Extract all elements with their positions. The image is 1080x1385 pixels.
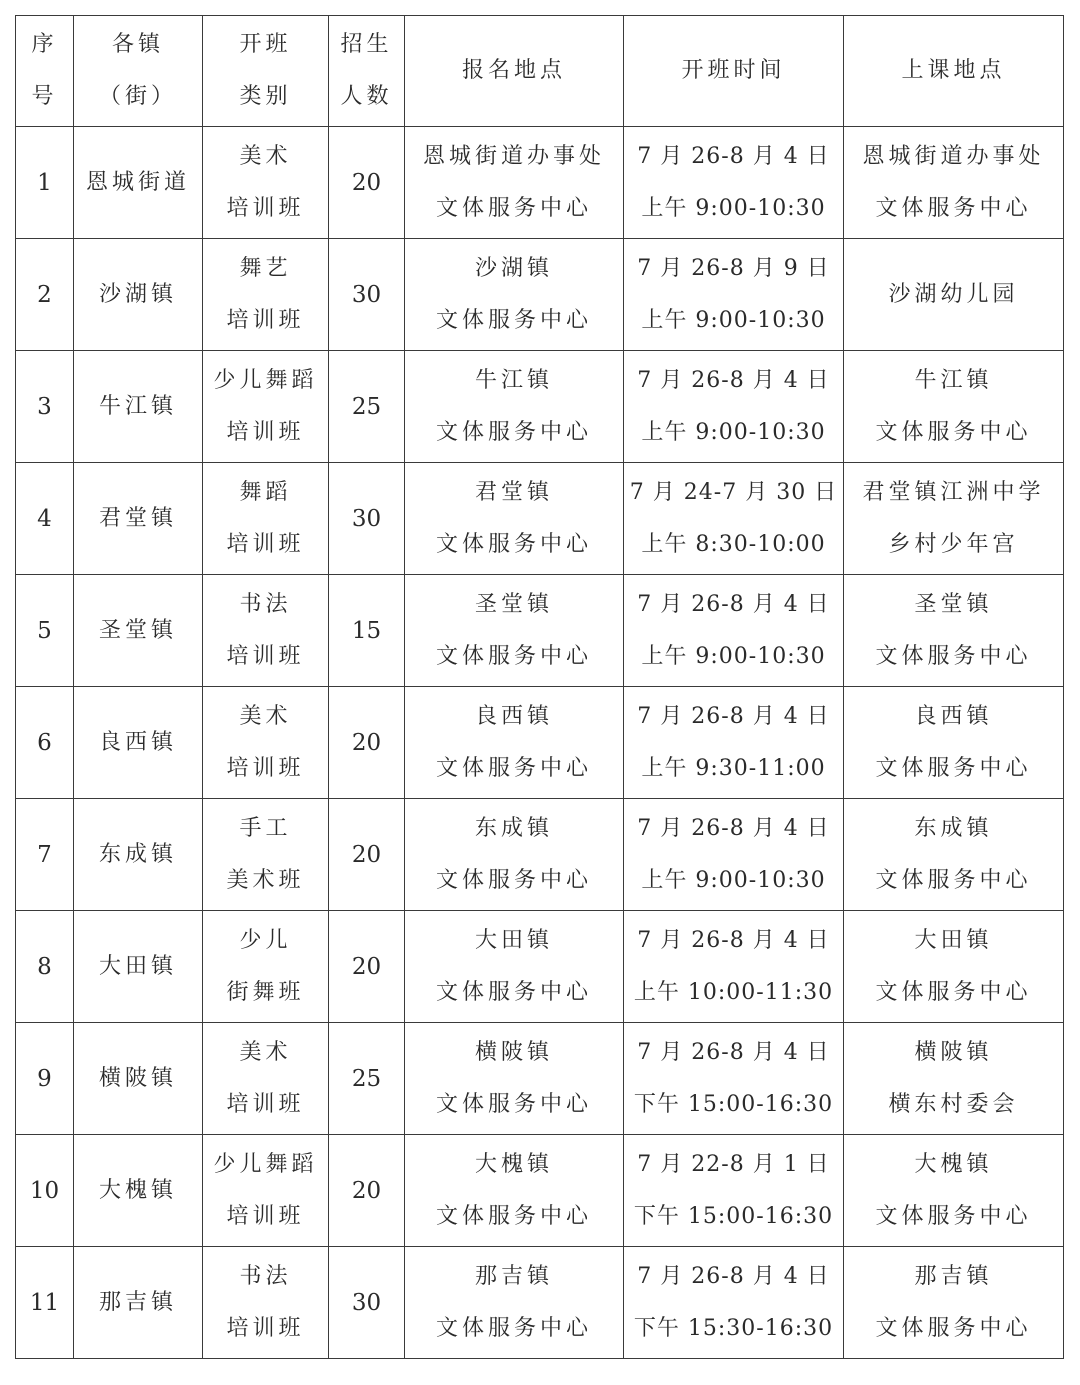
cell-line: 培训班 [226,195,305,221]
cell-line: 上午 8:30-10:00 [641,531,826,557]
cell-class-time [624,687,844,799]
cell-line: 沙湖幼儿园 [888,281,1019,307]
cell-line: 培训班 [226,419,305,445]
cell-line: 7 月 22-8 月 1 日 [637,1151,830,1177]
cell-class-type [203,127,329,239]
cell-line: 7 月 26-8 月 4 日 [637,927,830,953]
table-row [16,127,1064,239]
cell-line: 文体服务中心 [435,979,592,1005]
cell-town: 恩城街道 [74,127,203,239]
cell-index: 2 [16,239,74,351]
cell-line: 东成镇 [914,815,993,841]
cell-class-time [624,127,844,239]
cell-town: 大槐镇 [74,1135,203,1247]
cell-class-type [203,1023,329,1135]
cell-quota: 20 [329,799,405,911]
cell-line: 君堂镇江洲中学 [862,479,1045,505]
cell-line: 7 月 26-8 月 4 日 [637,703,830,729]
cell-class-time [624,463,844,575]
cell-line: 培训班 [226,531,305,557]
cell-signup-location [405,911,624,1023]
cell-class-time [624,351,844,463]
table-row [16,799,1064,911]
cell-line: 文体服务中心 [875,1203,1032,1229]
cell-class-type [203,687,329,799]
cell-line: 上午 9:00-10:30 [641,643,826,669]
cell-line: 上午 10:00-11:30 [633,979,834,1005]
cell-signup-location [405,687,624,799]
cell-quota: 25 [329,1023,405,1135]
cell-line: 文体服务中心 [435,307,592,333]
cell-line: 文体服务中心 [875,755,1032,781]
table-row [16,239,1064,351]
cell-line: 文体服务中心 [435,755,592,781]
cell-index: 9 [16,1023,74,1135]
cell-line: 文体服务中心 [435,643,592,669]
cell-quota: 15 [329,575,405,687]
cell-index: 6 [16,687,74,799]
cell-line: 美术班 [226,867,305,893]
cell-line: 培训班 [226,1315,305,1341]
cell-line: 文体服务中心 [875,1315,1032,1341]
cell-line: 文体服务中心 [875,419,1032,445]
cell-index: 10 [16,1135,74,1247]
cell-class-type [203,1135,329,1247]
cell-class-venue [844,239,1064,351]
cell-class-time [624,1135,844,1247]
cell-quota: 30 [329,463,405,575]
cell-line: 培训班 [226,1091,305,1117]
cell-line: 7 月 26-8 月 4 日 [637,1263,830,1289]
header-town: 各镇 （街） [74,16,203,127]
cell-quota: 20 [329,1135,405,1247]
cell-line: 文体服务中心 [875,867,1032,893]
cell-line: 下午 15:00-16:30 [633,1203,834,1229]
cell-index: 11 [16,1247,74,1359]
table-row [16,1247,1064,1359]
cell-line: 大田镇 [914,927,993,953]
cell-line: 圣堂镇 [914,591,993,617]
cell-line: 文体服务中心 [435,419,592,445]
cell-class-venue [844,1023,1064,1135]
cell-signup-location [405,463,624,575]
cell-class-type [203,351,329,463]
cell-signup-location [405,239,624,351]
cell-line: 7 月 26-8 月 4 日 [637,815,830,841]
cell-line: 书法 [239,1263,292,1289]
cell-line: 君堂镇 [474,479,553,505]
cell-line: 那吉镇 [474,1263,553,1289]
cell-index: 4 [16,463,74,575]
cell-line: 上午 9:00-10:30 [641,195,826,221]
cell-line: 7 月 26-8 月 9 日 [637,255,830,281]
cell-signup-location [405,1135,624,1247]
training-class-schedule-table [15,15,1064,1359]
cell-town: 那吉镇 [74,1247,203,1359]
cell-class-venue [844,575,1064,687]
cell-line: 下午 15:30-16:30 [633,1315,834,1341]
cell-line: 培训班 [226,755,305,781]
cell-line: 文体服务中心 [875,643,1032,669]
cell-class-time [624,1247,844,1359]
header-quota: 招生 人数 [329,16,405,127]
cell-line: 文体服务中心 [435,1091,592,1117]
header-row [16,16,1064,127]
cell-line: 大槐镇 [914,1151,993,1177]
cell-class-venue [844,1135,1064,1247]
cell-line: 舞艺 [239,255,292,281]
cell-line: 恩城街道办事处 [862,143,1045,169]
cell-town: 君堂镇 [74,463,203,575]
cell-line: 上午 9:30-11:00 [641,755,826,781]
table-row [16,911,1064,1023]
cell-index: 7 [16,799,74,911]
header-class-venue: 上课地点 [844,16,1064,127]
cell-line: 横陂镇 [914,1039,993,1065]
table-row [16,351,1064,463]
cell-town: 牛江镇 [74,351,203,463]
cell-line: 7 月 26-8 月 4 日 [637,1039,830,1065]
cell-signup-location [405,575,624,687]
cell-line: 乡村少年宫 [888,531,1019,557]
cell-class-venue [844,463,1064,575]
cell-quota: 20 [329,127,405,239]
cell-line: 文体服务中心 [435,195,592,221]
cell-line: 书法 [239,591,292,617]
cell-index: 5 [16,575,74,687]
cell-quota: 30 [329,239,405,351]
cell-class-type [203,463,329,575]
cell-class-venue [844,911,1064,1023]
cell-quota: 20 [329,911,405,1023]
cell-signup-location [405,799,624,911]
cell-index: 8 [16,911,74,1023]
cell-class-type [203,239,329,351]
cell-quota: 20 [329,687,405,799]
cell-line: 牛江镇 [914,367,993,393]
cell-town: 良西镇 [74,687,203,799]
cell-class-venue [844,799,1064,911]
cell-town: 圣堂镇 [74,575,203,687]
header-class-type: 开班 类别 [203,16,329,127]
cell-line: 美术 [239,703,292,729]
cell-line: 下午 15:00-16:30 [633,1091,834,1117]
cell-line: 大槐镇 [474,1151,553,1177]
cell-line: 培训班 [226,643,305,669]
cell-line: 文体服务中心 [435,1315,592,1341]
cell-line: 横东村委会 [888,1091,1019,1117]
cell-line: 手工 [239,815,292,841]
cell-class-type [203,575,329,687]
header-signup-location: 报名地点 [405,16,624,127]
cell-line: 沙湖镇 [474,255,553,281]
cell-line: 培训班 [226,307,305,333]
cell-class-venue [844,1247,1064,1359]
cell-line: 7 月 26-8 月 4 日 [637,591,830,617]
table-row [16,1135,1064,1247]
cell-line: 少儿 [239,927,292,953]
cell-quota: 30 [329,1247,405,1359]
cell-line: 文体服务中心 [435,867,592,893]
cell-line: 上午 9:00-10:30 [641,867,826,893]
cell-line: 少儿舞蹈 [213,1151,318,1177]
cell-line: 培训班 [226,1203,305,1229]
cell-town: 大田镇 [74,911,203,1023]
cell-class-time [624,1023,844,1135]
cell-line: 文体服务中心 [875,195,1032,221]
table-row [16,687,1064,799]
cell-class-time [624,239,844,351]
header-class-time: 开班时间 [624,16,844,127]
cell-line: 美术 [239,143,292,169]
cell-line: 上午 9:00-10:30 [641,307,826,333]
cell-class-time [624,911,844,1023]
table-row [16,1023,1064,1135]
cell-line: 东成镇 [474,815,553,841]
cell-class-venue [844,687,1064,799]
cell-class-type [203,1247,329,1359]
cell-class-venue [844,351,1064,463]
cell-line: 7 月 24-7 月 30 日 [629,479,838,505]
cell-class-time [624,799,844,911]
cell-town: 沙湖镇 [74,239,203,351]
cell-line: 少儿舞蹈 [213,367,318,393]
cell-class-venue [844,127,1064,239]
cell-line: 横陂镇 [474,1039,553,1065]
cell-line: 舞蹈 [239,479,292,505]
cell-quota: 25 [329,351,405,463]
cell-line: 文体服务中心 [875,979,1032,1005]
cell-line: 良西镇 [474,703,553,729]
cell-class-time [624,575,844,687]
cell-line: 上午 9:00-10:30 [641,419,826,445]
cell-line: 良西镇 [914,703,993,729]
cell-line: 文体服务中心 [435,531,592,557]
cell-index: 3 [16,351,74,463]
cell-line: 那吉镇 [914,1263,993,1289]
cell-line: 7 月 26-8 月 4 日 [637,143,830,169]
cell-town: 东成镇 [74,799,203,911]
cell-index: 1 [16,127,74,239]
cell-line: 文体服务中心 [435,1203,592,1229]
cell-line: 恩城街道办事处 [422,143,605,169]
cell-signup-location [405,1247,624,1359]
table-row [16,463,1064,575]
table-row [16,575,1064,687]
cell-signup-location [405,351,624,463]
cell-signup-location [405,1023,624,1135]
cell-line: 牛江镇 [474,367,553,393]
cell-line: 美术 [239,1039,292,1065]
cell-line: 大田镇 [474,927,553,953]
header-index: 序 号 [16,16,74,127]
cell-class-type [203,799,329,911]
cell-town: 横陂镇 [74,1023,203,1135]
cell-line: 7 月 26-8 月 4 日 [637,367,830,393]
cell-line: 圣堂镇 [474,591,553,617]
cell-line: 街舞班 [226,979,305,1005]
cell-signup-location [405,127,624,239]
cell-class-type [203,911,329,1023]
